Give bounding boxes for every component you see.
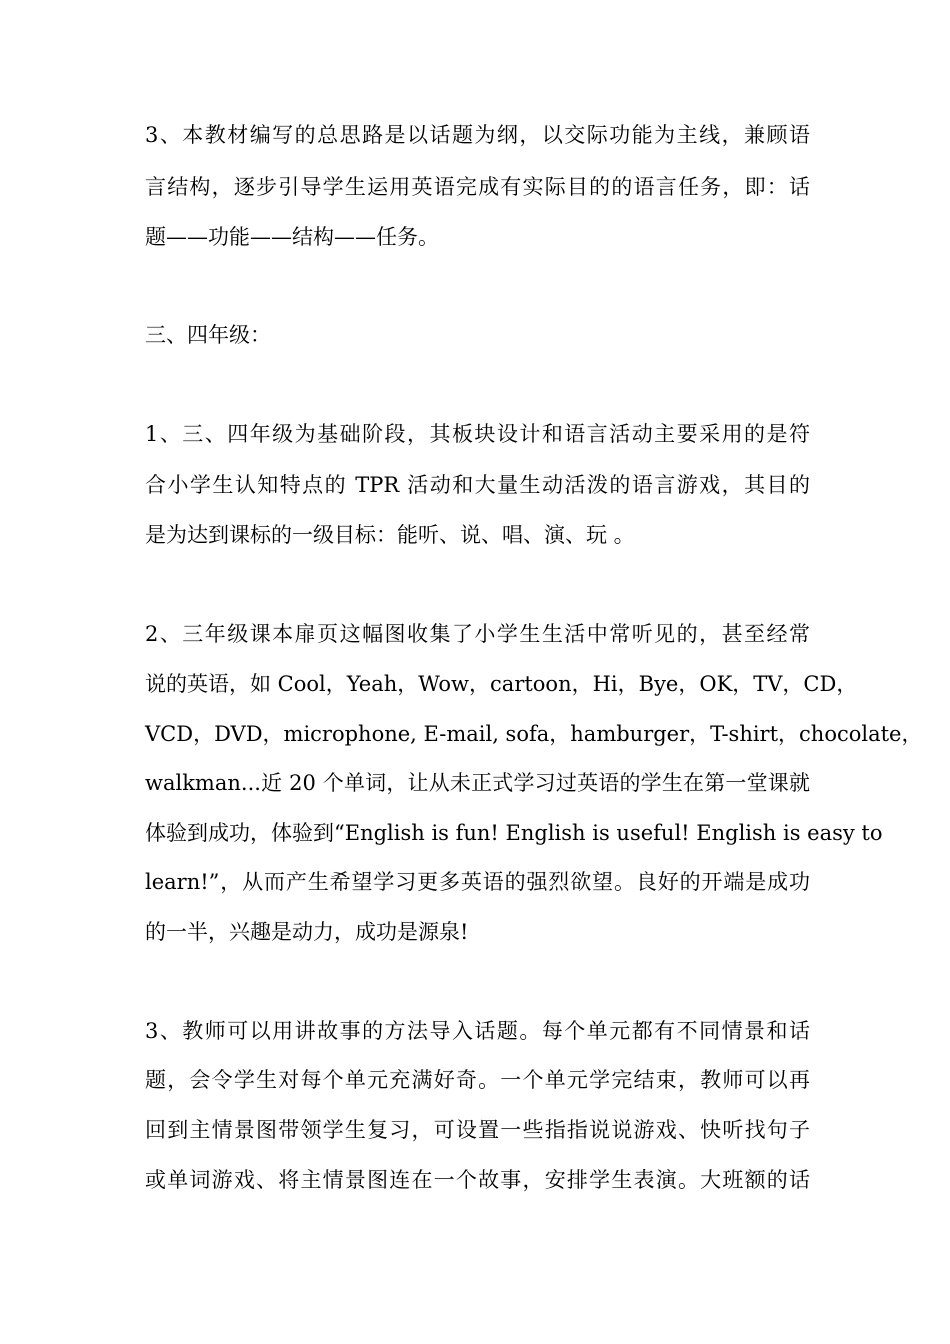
paragraph-3-line-3: 是为达到课标的一级目标：能听、说、唱、演、玩 。 <box>145 523 635 547</box>
paragraph-4-line-6: learn!”，从而产生希望学习更多英语的强烈欲望。良好的开端是成功 <box>145 870 810 894</box>
paragraph-3-line-1: 1、三、四年级为基础阶段，其板块设计和语言活动主要采用的是符 <box>145 422 810 446</box>
paragraph-4-line-1: 2、三年级课本扉页这幅图收集了小学生生活中常听见的，甚至经常 <box>145 622 810 646</box>
paragraph-1-line-2: 言结构，逐步引导学生运用英语完成有实际目的的语言任务，即：话 <box>145 175 810 199</box>
paragraph-5-line-3: 回到主情景图带领学生复习，可设置一些指指说说游戏、快听找句子 <box>145 1118 810 1142</box>
paragraph-5-line-4: 或单词游戏、将主情景图连在一个故事，安排学生表演。大班额的话 <box>145 1168 810 1192</box>
section-heading: 三、四年级： <box>145 323 271 347</box>
paragraph-1-line-3: 题——功能——结构——任务。 <box>145 225 439 249</box>
paragraph-4-line-5: 体验到成功，体验到“English is fun! English is useful! English is easy to <box>145 821 883 845</box>
paragraph-4-line-2: 说的英语，如 Cool，Yeah，Wow，cartoon，Hi，Bye，OK，TV，CD， <box>145 672 858 696</box>
paragraph-4-line-7: 的一半，兴趣是动力，成功是源泉! <box>145 920 469 944</box>
paragraph-5-line-1: 3、教师可以用讲故事的方法导入话题。每个单元都有不同情景和话 <box>145 1019 810 1043</box>
paragraph-1-line-1: 3、本教材编写的总思路是以话题为纲，以交际功能为主线，兼顾语 <box>145 123 810 147</box>
paragraph-5-line-2: 题，会令学生对每个单元充满好奇。一个单元学完结束，教师可以再 <box>145 1068 810 1092</box>
paragraph-3-line-2: 合小学生认知特点的 TPR 活动和大量生动活泼的语言游戏，其目的 <box>145 473 810 497</box>
paragraph-4-line-3: VCD，DVD，microphone, E-mail, sofa，hamburger，T-shirt，chocolate， <box>145 722 923 746</box>
paragraph-4-line-4: walkman...近 20 个单词，让从未正式学习过英语的学生在第一堂课就 <box>145 771 810 795</box>
